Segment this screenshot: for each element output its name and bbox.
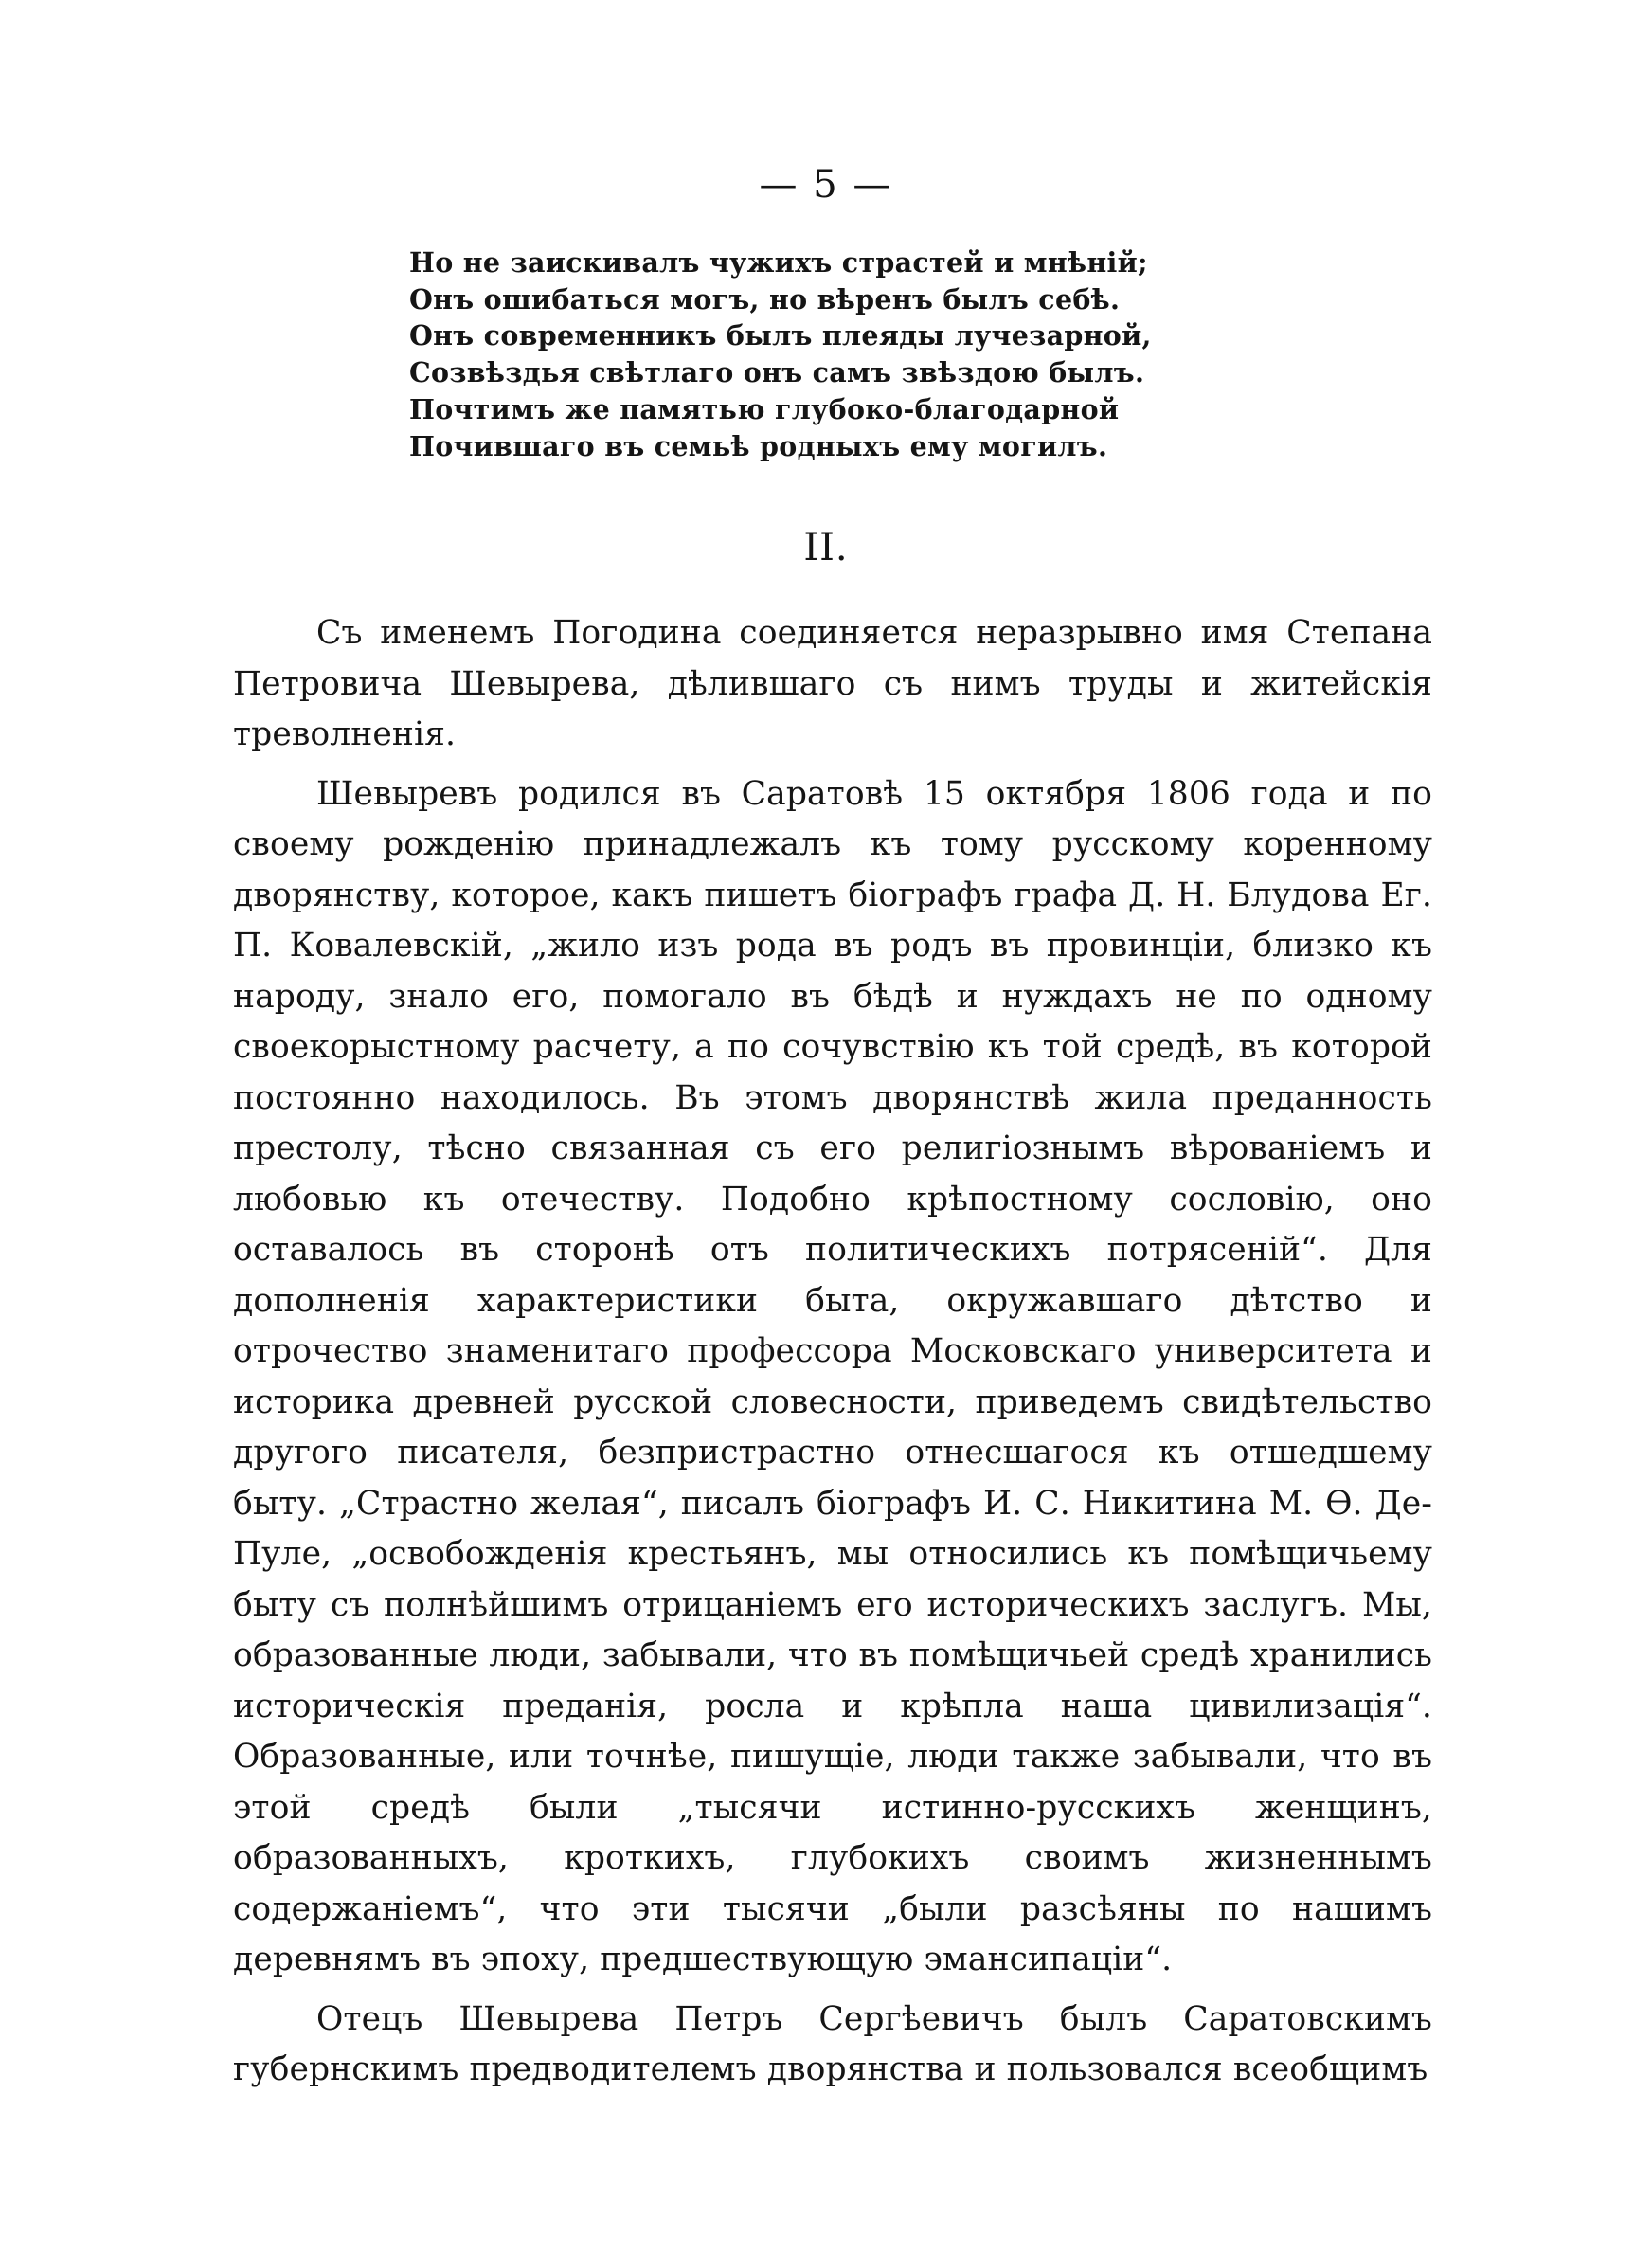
section-heading: II. [803, 526, 849, 569]
poem-line: Почившаго въ семьѣ родныхъ ему могилъ. [409, 429, 1108, 462]
body-text [233, 608, 1432, 2096]
poem-stanza [409, 244, 1152, 464]
poem-line: Созвѣздья свѣтлаго онъ самъ звѣздою былъ. [409, 356, 1145, 389]
page-number: — 5 — [759, 163, 893, 207]
poem-line: Но не заискивалъ чужихъ страстей и мнѣній; [409, 246, 1148, 279]
paragraph-father: Отецъ Шевырева Петръ Сергѣевичъ былъ Саратовскимъ губернскимъ предводителемъ дворянства и пользовался всеобщимъ [233, 1999, 1432, 2088]
poem-line: Почтимъ же памятью глубоко-благодарной [409, 392, 1120, 425]
poem-line: Онъ ошибаться могъ, но вѣренъ былъ себѣ. [409, 282, 1121, 316]
paragraph-intro: Съ именемъ Погодина соединяется неразрывно имя Степана Петровича Шевырева, дѣлившаго съ нимъ труды и житейскія треволненія. [233, 614, 1432, 753]
paragraph-biography: Шевыревъ родился въ Саратовѣ 15 октября 1806 года и по своему рожденію принадлежалъ къ тому русскому коренному дворянству, которое, какъ пишетъ біографъ графа Д. Н. Блудова Ег. П. Ковалевскій, „жило изъ рода въ родъ въ провинціи, близко къ народу, знало его, помогало въ бѣдѣ и нуждахъ не по одному своекорыстному расчету, а по сочувствію къ той средѣ, въ которой постоянно находилось. Въ этомъ дворянствѣ жила преданность престолу, тѣсно связанная съ его религіознымъ вѣрованіемъ и любовью къ отечеству. Подобно крѣпостному сословію, оно оставалось въ сторонѣ отъ политическихъ потрясеній“. Для дополненія характеристики быта, окружавшаго дѣтство и отрочество знаменитаго профессора Московскаго университета и историка древней русской словесности, приведемъ свидѣтельство другого писателя, безпристрастно отнесшагося къ отшедшему быту. „Страстно желая“, писалъ біографъ И. С. Никитина М. Ѳ. Де-Пуле, „освобожденія крестьянъ, мы относились къ помѣщичьему быту съ полнѣйшимъ отрицаніемъ его историческихъ заслугъ. Мы, образованные люди, забывали, что въ помѣщичьей средѣ хранились историческія преданія, росла и крѣпла наша цивилизація“. Образованные, или точнѣе, пишущіе, люди также забывали, что въ этой средѣ были „тысячи истинно-русскихъ женщинъ, образованныхъ, кроткихъ, глубокихъ своимъ жизненнымъ содержаніемъ“, что эти тысячи „были разсѣяны по нашимъ деревнямъ въ эпоху, предшествующую эмансипаціи“. [233, 774, 1432, 1978]
poem-line: Онъ современникъ былъ плеяды лучезарной, [409, 319, 1152, 352]
